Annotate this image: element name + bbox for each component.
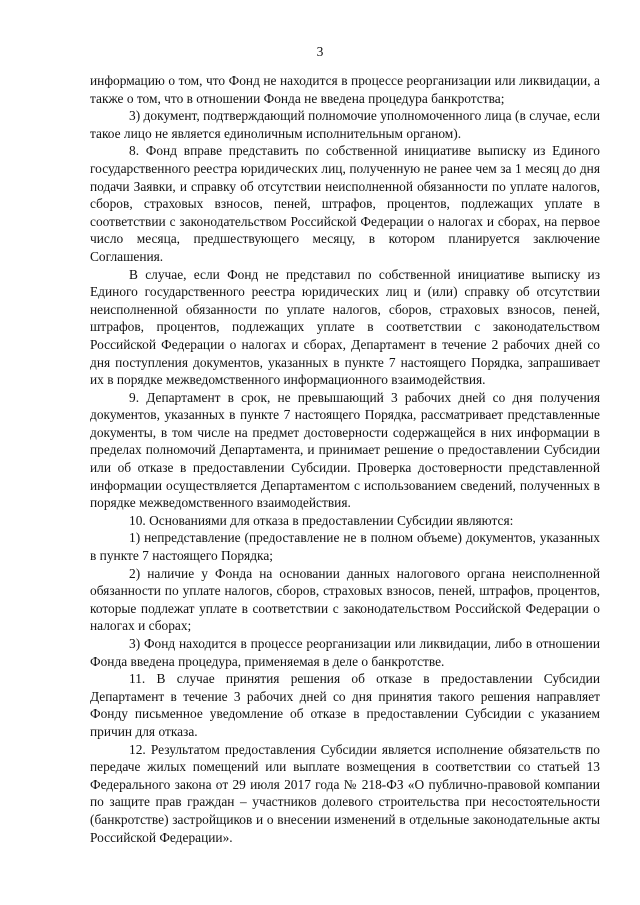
- paragraph-clause-10-item-1: 1) непредставление (предоставление не в полном объеме) документов, указанных в пункте 7 настоящего Порядка;: [90, 530, 600, 564]
- paragraph-clause-10-item-2: 2) наличие у Фонда на основании данных налогового органа неисполненной обязанности по уплате налогов, сборов, страховых взносов, пеней, штрафов, процентов, которые подлежат уплате в соответствии с законодательством Российской Федерации о налогах и сборах;: [90, 565, 600, 634]
- paragraph-clause-12: 12. Результатом предоставления Субсидии является исполнение обязательств по передаче жилых помещений или выплате возмещения в соответствии со статьей 13 Федерального закона от 29 июля 2017 года № 218-ФЗ «О публично-правовой компании по защите прав граждан – участников долевого строительства при несостоятельности (банкротстве) застройщиков и о внесении изменений в отдельные законодательные акты Российской Федерации».: [90, 741, 600, 845]
- paragraph-clause-10-item-3: 3) Фонд находится в процессе реорганизации или ликвидации, либо в отношении Фонда введена процедура, применяемая в деле о банкротстве.: [90, 636, 600, 669]
- paragraph-clause-9: 9. Департамент в срок, не превышающий 3 рабочих дней со дня получения документов, указанных в пункте 7 настоящего Порядка, рассматривает представленные документы, в том числе на предмет достоверности содержащейся в них информации в пределах полномочий Департамента, и принимает решение о предоставлении Субсидии или об отказе в предоставлении Субсидии. Проверка достоверности представленной информации осуществляется Департаментом с использованием сведений, полученных в порядке межведомственного взаимодействия.: [90, 389, 600, 511]
- paragraph-item-3: 3) документ, подтверждающий полномочие уполномоченного лица (в случае, если такое лицо не является единоличным исполнительным органом).: [90, 108, 600, 141]
- paragraph-clause-11: 11. В случае принятия решения об отказе в предоставлении Субсидии Департамент в течение 3 рабочих дней со дня принятия такого решения направляет Фонду письменное уведомление об отказе в предоставлении Субсидии с указанием причин для отказа.: [90, 671, 600, 739]
- document-body: [90, 72, 600, 846]
- page-number: 3: [316, 44, 324, 59]
- paragraph-clause-10: 10. Основаниями для отказа в предоставлении Субсидии являются:: [129, 512, 514, 528]
- paragraph-clause-8-case: В случае, если Фонд не представил по собственной инициативе выписку из Единого государственного реестра юридических лиц и (или) справку об отсутствии неисполненной обязанности по уплате налогов, сборов, страховых взносов, пеней, штрафов, процентов, подлежащих уплате в соответствии с законодательством Российской Федерации о налогах и сборах, Департамент в течение 2 рабочих дней со дня поступления документов, указанных в пункте 7 настоящего Порядка, запрашивает их в порядке межведомственного информационного взаимодействия.: [90, 266, 600, 388]
- paragraph-clause-8: 8. Фонд вправе представить по собственной инициативе выписку из Единого государственного реестра юридических лиц, полученную не ранее чем за 1 месяц до дня подачи Заявки, и справку об отсутствии неисполненной обязанности по уплате налогов, сборов, страховых взносов, пеней, штрафов, процентов, подлежащих уплате в соответствии с законодательством Российской Федерации о налогах и сборах, на первое число месяца, предшествующего месяцу, в котором планируется заключение Соглашения.: [90, 143, 600, 264]
- paragraph-continuation: информацию о том, что Фонд не находится в процессе реорганизации или ликвидации, а также о том, что в отношении Фонда не введена процедура банкротства;: [90, 73, 600, 106]
